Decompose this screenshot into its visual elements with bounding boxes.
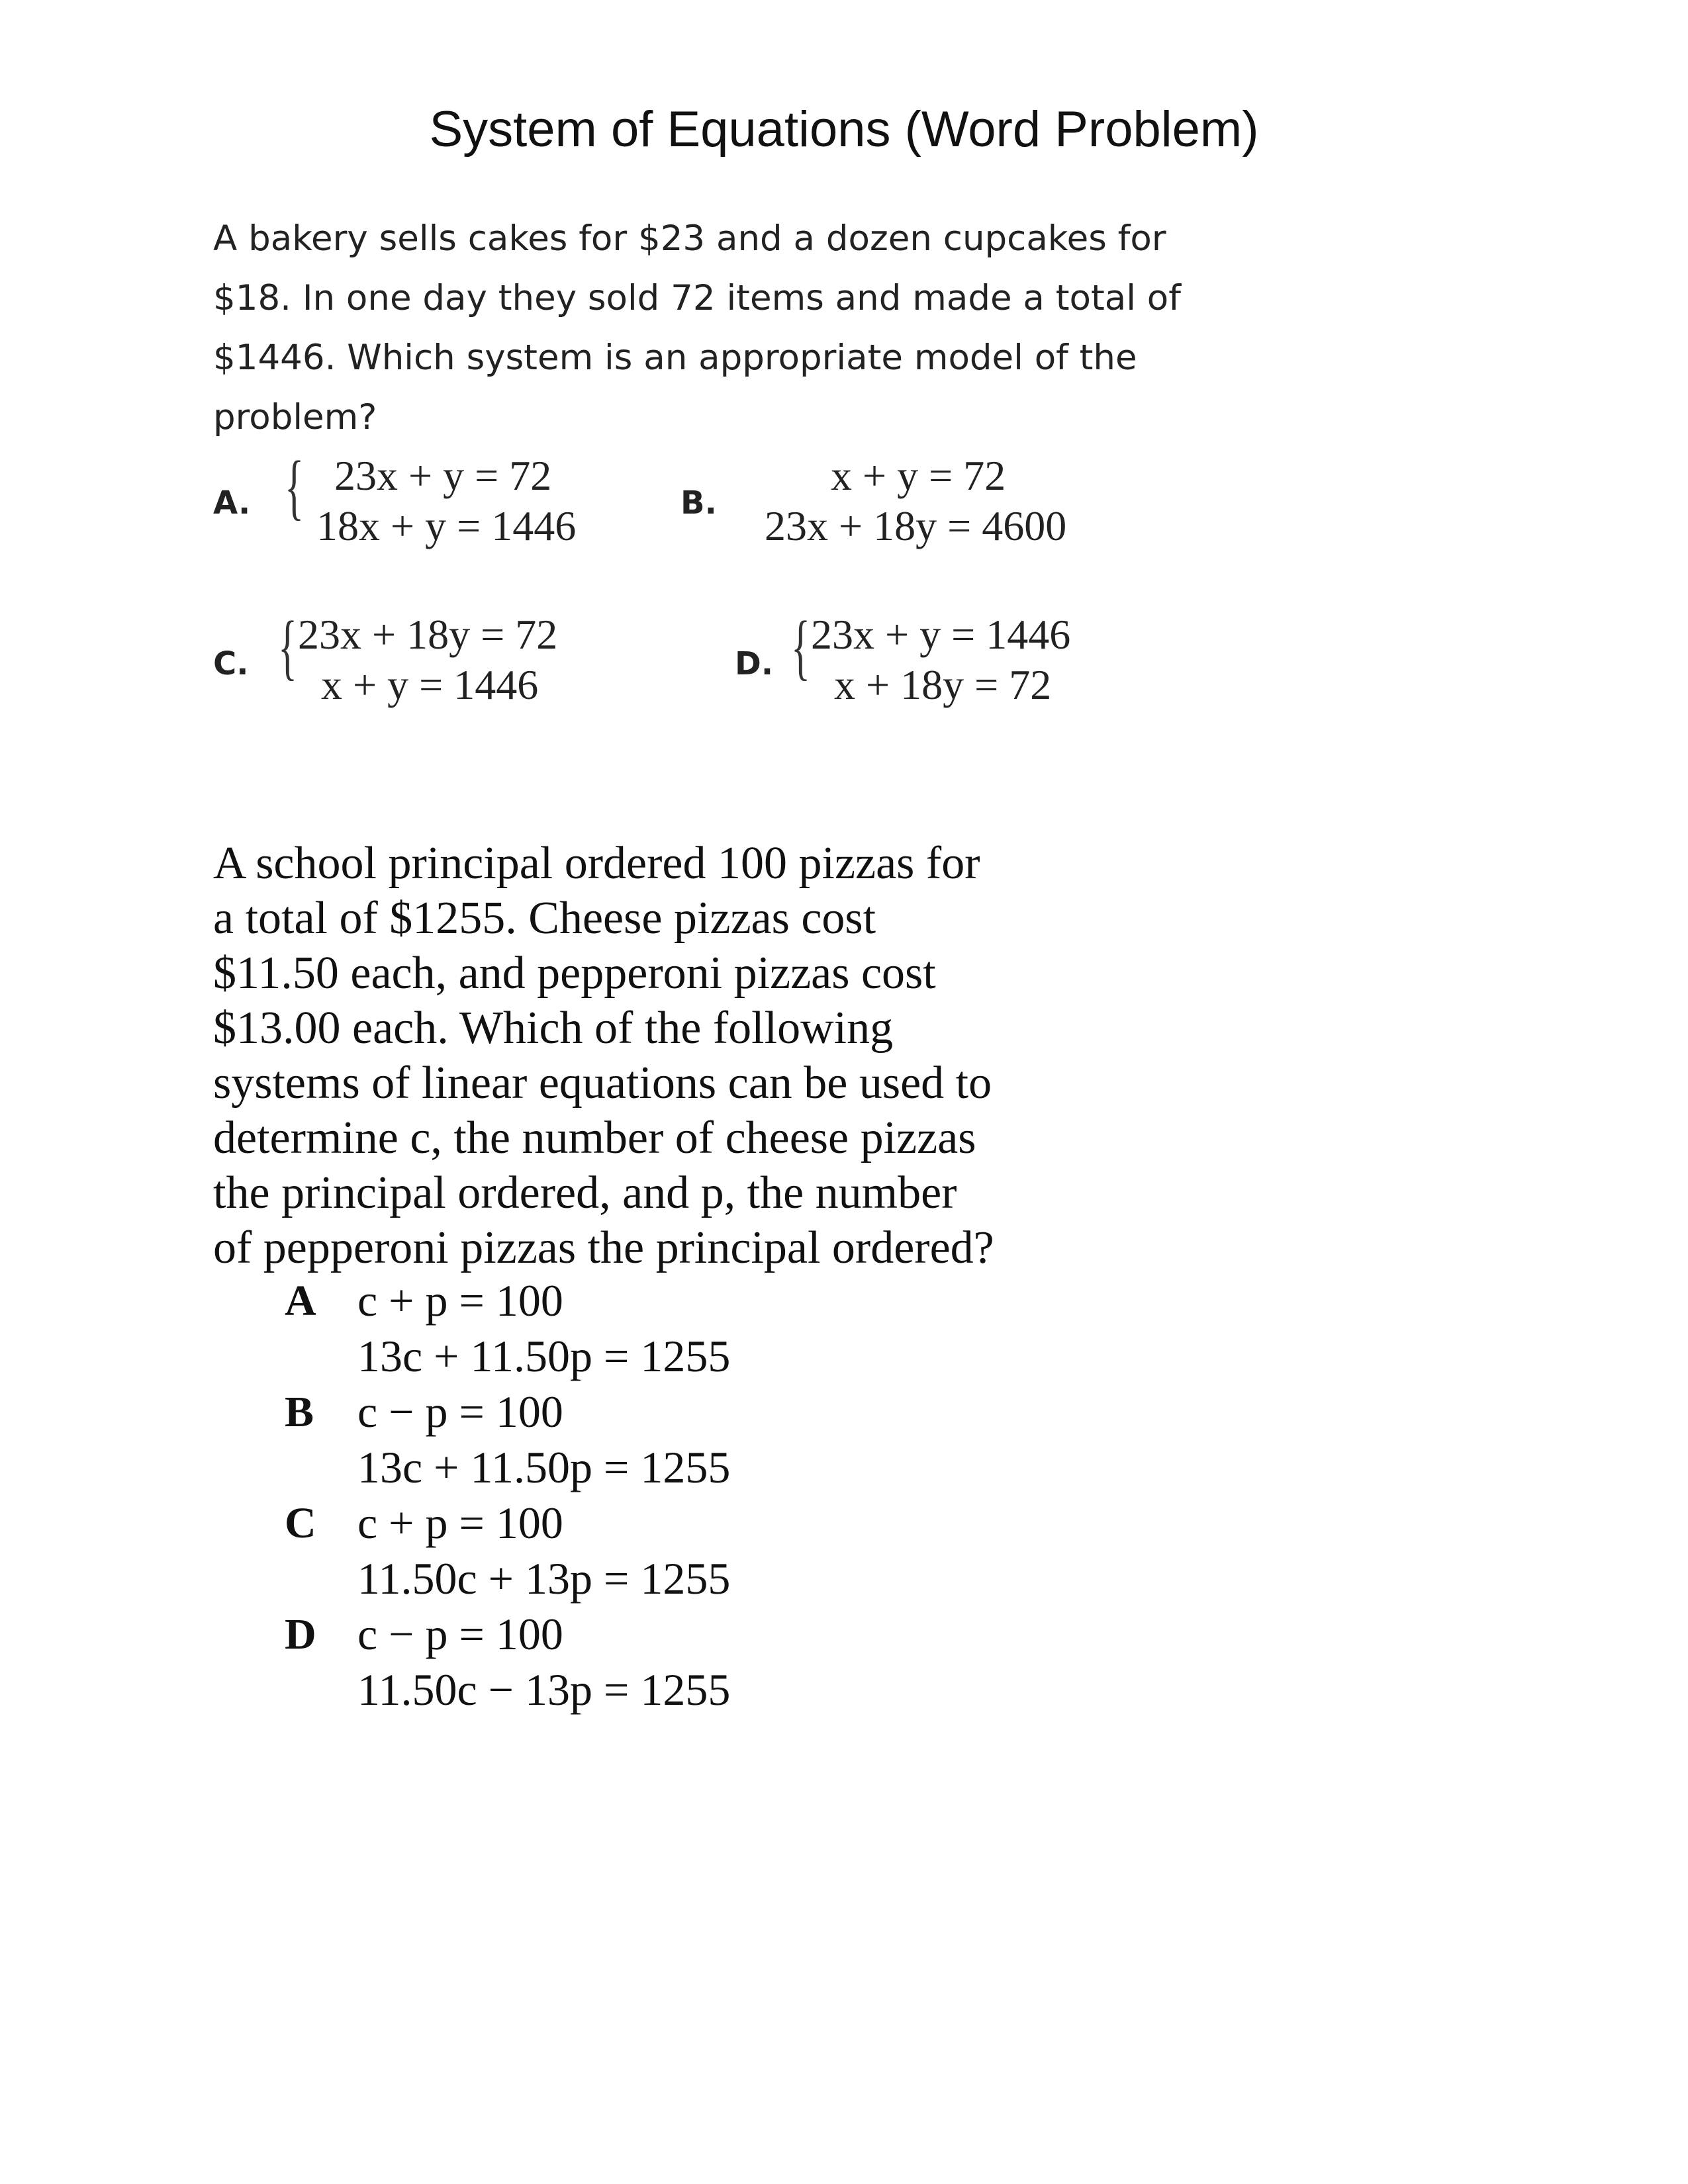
problem-2-line: systems of linear equations can be used to: [213, 1058, 992, 1109]
option-a-equation-2: 13c + 11.50p = 1255: [357, 1331, 731, 1381]
option-d-equation-2: x + 18y = 72: [834, 661, 1052, 708]
option-a-equation-2: 18x + y = 1446: [316, 502, 577, 549]
option-a-label: A.: [213, 484, 251, 522]
option-d-equation-1: 23x + y = 1446: [811, 611, 1071, 658]
problem-2-line: determine c, the number of cheese pizzas: [213, 1113, 976, 1163]
option-c-equation-2: x + y = 1446: [321, 661, 539, 708]
option-b-equation-1: c − p = 100: [357, 1387, 563, 1437]
problem-2-line: a total of $1255. Cheese pizzas cost: [213, 893, 876, 944]
option-b-label: B.: [680, 484, 717, 522]
problem-1-line: $18. In one day they sold 72 items and made a total of: [213, 278, 1181, 318]
option-d-equation-2: 11.50c − 13p = 1255: [357, 1664, 731, 1715]
option-c-equation-1: c + p = 100: [357, 1498, 563, 1548]
problem-1-line: $1446. Which system is an appropriate model of the: [213, 338, 1137, 378]
page-title: System of Equations (Word Problem): [429, 101, 1259, 158]
option-d-label: D: [285, 1610, 316, 1659]
option-b-equation-2: 13c + 11.50p = 1255: [357, 1442, 731, 1492]
option-a-equation-1: c + p = 100: [357, 1275, 563, 1326]
option-d-label: D.: [735, 645, 774, 682]
option-c-equation-2: 11.50c + 13p = 1255: [357, 1553, 731, 1604]
problem-2-line: A school principal ordered 100 pizzas for: [213, 838, 980, 889]
brace-icon: {: [278, 606, 298, 687]
option-b-equation-1: x + y = 72: [831, 452, 1006, 499]
problem-1-line: A bakery sells cakes for $23 and a dozen cupcakes for: [213, 218, 1166, 259]
option-b-equation-2: 23x + 18y = 4600: [765, 502, 1067, 549]
option-d-equation-1: c − p = 100: [357, 1609, 563, 1659]
problem-2-line: the principal ordered, and p, the number: [213, 1167, 957, 1218]
brace-icon: {: [791, 606, 811, 687]
problem-2-line: $13.00 each. Which of the following: [213, 1003, 894, 1054]
option-b-label: B: [285, 1388, 314, 1436]
problem-2-line: $11.50 each, and pepperoni pizzas cost: [213, 948, 936, 999]
option-c-label: C.: [213, 645, 249, 682]
option-c-label: C: [285, 1499, 316, 1547]
problem-2-line: of pepperoni pizzas the principal ordered?: [213, 1222, 994, 1273]
option-c-equation-1: 23x + 18y = 72: [298, 611, 558, 658]
option-a-label: A: [285, 1277, 316, 1325]
option-a-equation-1: 23x + y = 72: [334, 452, 552, 499]
brace-icon: {: [285, 446, 305, 527]
problem-1-line: problem?: [213, 397, 377, 437]
